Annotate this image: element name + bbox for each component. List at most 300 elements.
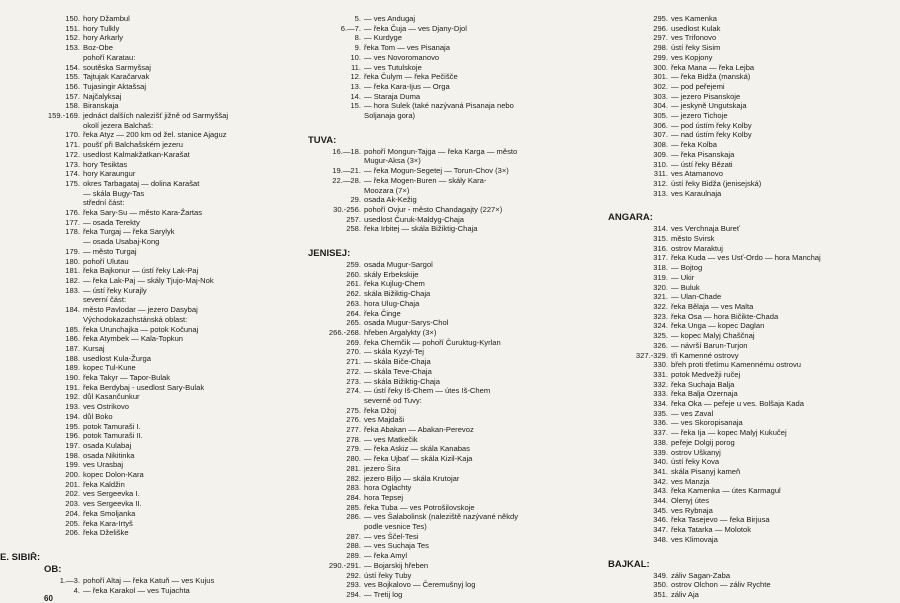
entry-text: řeka Takyr — Tapor-Bulak — [83, 373, 171, 383]
entry-text: jezero Biljo — skála Krutojar — [364, 473, 460, 483]
index-entry — [0, 43, 300, 53]
entry-number: 176. — [65, 208, 80, 218]
index-entry — [0, 344, 300, 354]
entry-text: Moozara (7×) — [364, 185, 410, 195]
index-entry — [308, 24, 600, 34]
entry-text: pohoří Ulutau — [83, 256, 129, 266]
index-entry — [308, 367, 600, 377]
entry-text: důl Kasančunkur — [83, 392, 140, 402]
entry-number: 344. — [653, 496, 668, 506]
index-entry — [608, 150, 900, 160]
index-entry — [0, 160, 300, 170]
entry-text: hřeben Argalykty (3×) — [364, 327, 437, 337]
index-entry — [0, 101, 300, 111]
entry-text: severně od Tuvy: — [364, 395, 422, 405]
page-number: 60 — [44, 594, 53, 603]
index-entry — [608, 341, 900, 351]
entry-text: — řeka Karakol — ves Tujachta — [83, 585, 190, 595]
entry-number: 315. — [653, 234, 668, 244]
entry-text: řeka Kara-Irtyš — [83, 518, 133, 528]
entry-text: — řeka Amyl — [364, 551, 408, 561]
entry-text: řeka Kujlug-Chem — [364, 279, 425, 289]
entry-number: 263. — [346, 298, 361, 308]
entry-number: 351. — [653, 589, 668, 599]
entry-number: 301. — [653, 72, 668, 82]
section-heading — [308, 248, 600, 260]
entry-number: 275. — [346, 405, 361, 415]
entry-text: ves Ostrikovo — [83, 402, 129, 412]
entry-number: 181. — [65, 266, 80, 276]
entry-text: usedlost Čuruk-Maldyg-Chaja — [364, 214, 465, 224]
index-entry — [608, 590, 900, 600]
entry-number: 29. — [350, 195, 361, 205]
entry-number: 286. — [346, 512, 361, 522]
entry-number: 292. — [346, 570, 361, 580]
entry-number: 308. — [653, 140, 668, 150]
entry-number: 5. — [354, 14, 361, 23]
entry-number: 196. — [65, 431, 80, 441]
entry-text: — řeka Ujbať — skála Kizil-Kaja — [364, 454, 473, 464]
entry-number: 200. — [65, 470, 80, 480]
entry-text: Tajtujak Karačarvak — [83, 72, 150, 82]
entry-text: pohoří Karatau: — [83, 52, 136, 62]
entry-text: hory Tulkly — [83, 23, 120, 33]
entry-text: ves Kopjony — [671, 52, 713, 62]
entry-text: — skála Bugy-Tas — [83, 188, 145, 198]
index-entry — [608, 130, 900, 140]
index-entry — [0, 189, 300, 199]
entry-number: 282. — [346, 473, 361, 483]
entry-text: — ves Tutulskoje — [364, 62, 422, 72]
index-entry — [608, 302, 900, 312]
entry-number: 265. — [346, 318, 361, 328]
index-entry — [0, 412, 300, 422]
entry-number: 284. — [346, 492, 361, 502]
entry-text: kopec Dolon-Kara — [83, 470, 144, 480]
index-entry — [608, 515, 900, 525]
entry-number: 278. — [346, 434, 361, 444]
index-entry — [608, 53, 900, 63]
entry-number: 343. — [653, 486, 668, 496]
index-entry — [608, 43, 900, 53]
entry-text: pohoří Mongun-Tajga — řeka Karga — město — [364, 146, 518, 156]
entry-number: 297. — [653, 33, 668, 43]
entry-number: 205. — [65, 518, 80, 528]
index-entry — [608, 14, 900, 24]
entry-number: 257. — [346, 214, 361, 224]
entry-number: 1.—3. — [59, 575, 80, 585]
index-entry — [608, 244, 900, 254]
entry-number: 155. — [65, 72, 80, 82]
entry-number: 298. — [653, 43, 668, 53]
entry-text: — řeka Mogun-Segetej — Torun-Chov (3×) — [364, 166, 509, 176]
section-heading — [0, 552, 300, 564]
index-entry — [608, 360, 900, 370]
entry-text: ves Majdaši — [364, 415, 405, 425]
entry-text: ves Sergeevka I. — [83, 489, 140, 499]
index-entry — [0, 373, 300, 383]
index-entry — [0, 33, 300, 43]
entry-text: — Kurdyge — [364, 33, 402, 43]
entry-text: Biranskaja — [83, 101, 119, 111]
entry-text: ves Verchnaja Bureť — [671, 224, 740, 234]
entry-number: 183. — [65, 285, 80, 295]
entry-number: 6.—7. — [340, 23, 361, 33]
entry-text: řeka Chemčik — pohoří Čuruktug-Kyrlan — [364, 337, 501, 347]
entry-number: 190. — [65, 373, 80, 383]
entry-number: 191. — [65, 382, 80, 392]
entry-number: 334. — [653, 399, 668, 409]
entry-number: 185. — [65, 324, 80, 334]
entry-number: 318. — [653, 263, 668, 273]
entry-number: 320. — [653, 282, 668, 292]
entry-number: 194. — [65, 411, 80, 421]
index-entry — [608, 224, 900, 234]
entry-text: hory Džambul — [83, 14, 130, 23]
entry-text: hora Ulug-Chaja — [364, 298, 420, 308]
entry-text: tři Kamenné ostrovy — [671, 350, 739, 360]
entry-number: 9. — [354, 43, 361, 53]
entry-text: kopec Tul-Kune — [83, 363, 136, 373]
index-entry — [608, 283, 900, 293]
entry-text: město Svirsk — [671, 234, 715, 244]
entry-number: 335. — [653, 408, 668, 418]
entry-text: — skála Bižiktig-Chaja — [364, 376, 440, 386]
entry-number: 296. — [653, 23, 668, 33]
index-entry — [308, 147, 600, 157]
index-entry — [0, 334, 300, 344]
entry-number: 283. — [346, 483, 361, 493]
entry-number — [308, 186, 364, 196]
index-entry — [608, 525, 900, 535]
entry-number: 321. — [653, 292, 668, 302]
entry-text: řeka Kaldžin — [83, 479, 125, 489]
index-entry — [608, 351, 900, 361]
index-entry — [308, 493, 600, 503]
index-entry — [0, 431, 300, 441]
index-entry — [308, 63, 600, 73]
index-entry — [308, 532, 600, 542]
entry-number: 310. — [653, 159, 668, 169]
index-entry — [0, 392, 300, 402]
index-entry — [608, 92, 900, 102]
entry-number: 322. — [653, 301, 668, 311]
entry-text: řeka Atymbek — Kala-Topkun — [83, 334, 184, 344]
index-entry — [308, 176, 600, 186]
index-entry — [0, 247, 300, 257]
entry-number: 295. — [653, 14, 668, 23]
index-entry — [308, 415, 600, 425]
index-column-2 — [308, 14, 600, 600]
index-entry — [0, 528, 300, 538]
entry-text: osada Mugur-Sarys-Chol — [364, 318, 449, 328]
entry-number: 8. — [354, 33, 361, 43]
entry-number: 285. — [346, 502, 361, 512]
index-entry — [308, 309, 600, 319]
index-entry — [0, 198, 300, 208]
entry-number: 259. — [346, 260, 361, 270]
index-entry — [0, 82, 300, 92]
entry-text: — skála Biče-Chaja — [364, 357, 431, 367]
entry-text: — ústí řeky Bězati — [671, 159, 733, 169]
index-entry — [0, 441, 300, 451]
entry-text: potok Tamuraši II. — [83, 431, 143, 441]
entry-number: 188. — [65, 353, 80, 363]
index-entry — [0, 354, 300, 364]
entry-number: 170. — [65, 130, 80, 140]
index-entry — [308, 483, 600, 493]
index-entry — [0, 305, 300, 315]
entry-number: 311. — [653, 169, 668, 179]
entry-number: 173. — [65, 159, 80, 169]
entry-number: 151. — [65, 23, 80, 33]
entry-number: 172. — [65, 149, 80, 159]
entry-number: 260. — [346, 269, 361, 279]
entry-number: 206. — [65, 528, 80, 538]
entry-text: Východokazachstánská oblast: — [83, 314, 188, 324]
entry-number: 199. — [65, 460, 80, 470]
entry-text: — Tretij log — [364, 589, 403, 599]
entry-text: ves Sergeevka II. — [83, 499, 142, 509]
index-entry — [308, 396, 600, 406]
entry-number: 197. — [65, 440, 80, 450]
entry-text: usedlost Kula-Žurga — [83, 353, 151, 363]
index-entry — [308, 43, 600, 53]
index-entry — [608, 448, 900, 458]
index-entry — [308, 561, 600, 571]
index-entry — [0, 53, 300, 63]
index-entry — [308, 444, 600, 454]
entry-number: 276. — [346, 415, 361, 425]
entry-number: 300. — [653, 62, 668, 72]
entry-text: ves Karaulnaja — [671, 188, 722, 198]
entry-text: hory Tesiktas — [83, 159, 128, 169]
entry-text: řeka Unga — kopec Daglan — [671, 321, 765, 331]
entry-number: 19.—21. — [332, 166, 361, 176]
index-entry — [0, 402, 300, 412]
entry-text: usedlost Kulak — [671, 23, 721, 33]
index-entry — [0, 218, 300, 228]
entry-text: řeka Dželiške — [83, 528, 129, 538]
entry-text: břeh proti třetímu Kamennému ostrovu — [671, 360, 801, 370]
entry-text: — osada Terekty — [83, 217, 140, 227]
index-entry — [0, 237, 300, 247]
entry-text: město Pavlodar — jezero Dasybaj — [83, 305, 198, 315]
entry-text: ústí řeky Kova — [671, 457, 720, 467]
index-entry — [308, 92, 600, 102]
entry-number: 271. — [346, 357, 361, 367]
entry-text: řeka Činge — [364, 308, 401, 318]
entry-text: pohoří Altaj — řeka Katuň — ves Kujus — [83, 575, 215, 585]
index-entry — [0, 460, 300, 470]
entry-number: 307. — [653, 130, 668, 140]
entry-text: řeka Berdybaj - usedlost Sary-Bulak — [83, 382, 205, 392]
index-entry — [608, 160, 900, 170]
index-entry — [0, 295, 300, 305]
index-entry — [308, 289, 600, 299]
index-entry — [608, 33, 900, 43]
entry-text: Soljanaja gora) — [364, 111, 416, 121]
entry-text: — ústí řeky Iš-Chem — útes Iš-Chem — [364, 386, 491, 396]
index-entry — [308, 551, 600, 561]
index-entry — [608, 189, 900, 199]
entry-text: řeka Suchaja Balja — [671, 379, 735, 389]
entry-text: záliv Aja — [671, 589, 699, 599]
entry-text: řeka Turgaj — řeka Sarylyk — [83, 227, 175, 237]
index-entry — [308, 279, 600, 289]
entry-number — [0, 315, 83, 325]
entry-text: ves Kamenka — [671, 14, 718, 23]
entry-text: potok Medvežji ručej — [671, 369, 741, 379]
entry-text: skály Erbekskije — [364, 269, 419, 279]
entry-text: řeka Tasejevo — řeka Birjusa — [671, 515, 770, 525]
entry-number: 332. — [653, 379, 668, 389]
entry-number: 201. — [65, 479, 80, 489]
entry-text: osada Kulabaj — [83, 440, 132, 450]
index-entry — [0, 363, 300, 373]
entry-number: 187. — [65, 343, 80, 353]
entry-number: 316. — [653, 243, 668, 253]
entry-number: 304. — [653, 101, 668, 111]
entry-number: 274. — [346, 386, 361, 396]
entry-text: řeka Tuba — ves Potrošilovskoje — [364, 502, 475, 512]
entry-text: řeka Sary-Su — město Kara-Žartas — [83, 208, 203, 218]
index-entry — [308, 205, 600, 215]
entry-number: 13. — [350, 81, 361, 91]
entry-number: 159.-169. — [47, 111, 80, 121]
entry-number: 11. — [351, 62, 361, 72]
index-entry — [608, 72, 900, 82]
entry-text: — řeka Askiz — skála Kanabas — [364, 444, 470, 454]
entry-text: řeka Tatarka — Molotok — [671, 525, 752, 535]
entry-number: 189. — [65, 363, 80, 373]
entry-number — [308, 156, 364, 166]
entry-number: 288. — [346, 541, 361, 551]
entry-number: 178. — [65, 227, 80, 237]
entry-number: 153. — [65, 43, 80, 53]
entry-number: 317. — [653, 253, 668, 263]
index-entry — [308, 357, 600, 367]
index-entry — [608, 24, 900, 34]
entry-number — [308, 396, 364, 406]
entry-number — [0, 53, 83, 63]
index-entry — [0, 169, 300, 179]
entry-text: — řeka Kolba — [671, 140, 718, 150]
index-entry — [0, 130, 300, 140]
index-entry — [608, 234, 900, 244]
entry-text: ves Bojkalovo — Čeremušnyj log — [364, 580, 476, 590]
entry-number: 314. — [653, 224, 668, 234]
index-entry — [0, 72, 300, 82]
entry-text: ves Rybnaja — [671, 505, 713, 515]
entry-number: 323. — [653, 311, 668, 321]
index-entry — [0, 315, 300, 325]
entry-text: — jeskyně Ungutskaja — [671, 101, 747, 111]
entry-text: ostrov Uškanyj — [671, 447, 721, 457]
index-entry — [0, 257, 300, 267]
index-entry — [608, 140, 900, 150]
entry-number: 14. — [350, 91, 361, 101]
index-entry — [0, 383, 300, 393]
index-entry — [608, 506, 900, 516]
index-entry — [308, 503, 600, 513]
index-entry — [308, 260, 600, 270]
index-entry — [308, 425, 600, 435]
index-entry — [308, 101, 600, 111]
entry-text: řeka Tom — ves Pisanaja — [364, 43, 450, 53]
entry-text: poušť při Balchašském jezeru — [83, 140, 183, 150]
index-entry — [308, 215, 600, 225]
entry-number: 281. — [346, 463, 361, 473]
entry-number: 10. — [350, 52, 361, 62]
entry-text: hory Karaungur — [83, 169, 136, 179]
entry-number: 258. — [346, 224, 361, 234]
entry-text: — Staraja Duma — [364, 91, 421, 101]
index-entry — [608, 399, 900, 409]
index-entry — [308, 270, 600, 280]
entry-text: — pod peřejemi — [671, 81, 725, 91]
entry-number: 277. — [346, 425, 361, 435]
index-entry — [308, 111, 600, 121]
entry-number: 12. — [350, 72, 361, 82]
entry-number: 195. — [65, 421, 80, 431]
index-entry — [608, 63, 900, 73]
index-entry — [0, 140, 300, 150]
index-entry — [0, 422, 300, 432]
entry-number: 306. — [653, 120, 668, 130]
entry-text: pohoří Ovjur - město Chandagajty (227×) — [364, 204, 503, 214]
index-entry — [0, 111, 300, 121]
entry-number: 319. — [653, 272, 668, 282]
entry-text: řeka Džoj — [364, 405, 397, 415]
entry-number: 180. — [65, 256, 80, 266]
entry-number: 348. — [653, 534, 668, 544]
index-entry — [0, 325, 300, 335]
entry-text: — Ulan-Chade — [671, 292, 722, 302]
entry-text: okres Tarbagataj — dolina Karašat — [83, 178, 200, 188]
entry-text: — pod ústím řeky Kolby — [671, 120, 752, 130]
entry-text: — řeka Kara-Ijus — Orga — [364, 81, 450, 91]
index-entry — [608, 467, 900, 477]
entry-text: řeka Smoljanka — [83, 508, 136, 518]
index-entry — [0, 509, 300, 519]
entry-number — [0, 121, 83, 131]
entry-text: — město Turgaj — [83, 246, 137, 256]
entry-number: 279. — [346, 444, 361, 454]
entry-number: 193. — [65, 402, 80, 412]
entry-text: — ves Andugaj — [364, 14, 416, 23]
entry-text: — osada Usabaj-Kong — [83, 237, 160, 247]
entry-text: — Buluk — [671, 282, 700, 292]
entry-text: Olenyj útes — [671, 496, 709, 506]
entry-text: — jezero Tichoje — [671, 111, 728, 121]
entry-text: řeka Bajkonur — ústí řeky Lak-Paj — [83, 266, 199, 276]
entry-text: — řeka Mogen-Buren — skály Kara- — [364, 175, 487, 185]
entry-number: 324. — [653, 321, 668, 331]
entry-number: 339. — [653, 447, 668, 457]
entry-number: 309. — [653, 149, 668, 159]
section-heading-label: E. SIBIŘ: — [0, 551, 41, 563]
entry-text: — ves Šalabolinsk (naleziště nazývané někdy — [364, 512, 519, 522]
entry-number: 203. — [65, 499, 80, 509]
entry-text: — Bojtog — [671, 263, 703, 273]
entry-number: 261. — [346, 279, 361, 289]
index-entry — [608, 428, 900, 438]
entry-number: 293. — [346, 580, 361, 590]
index-entry — [608, 535, 900, 545]
entry-number: 157. — [65, 91, 80, 101]
entry-number: 303. — [653, 91, 668, 101]
